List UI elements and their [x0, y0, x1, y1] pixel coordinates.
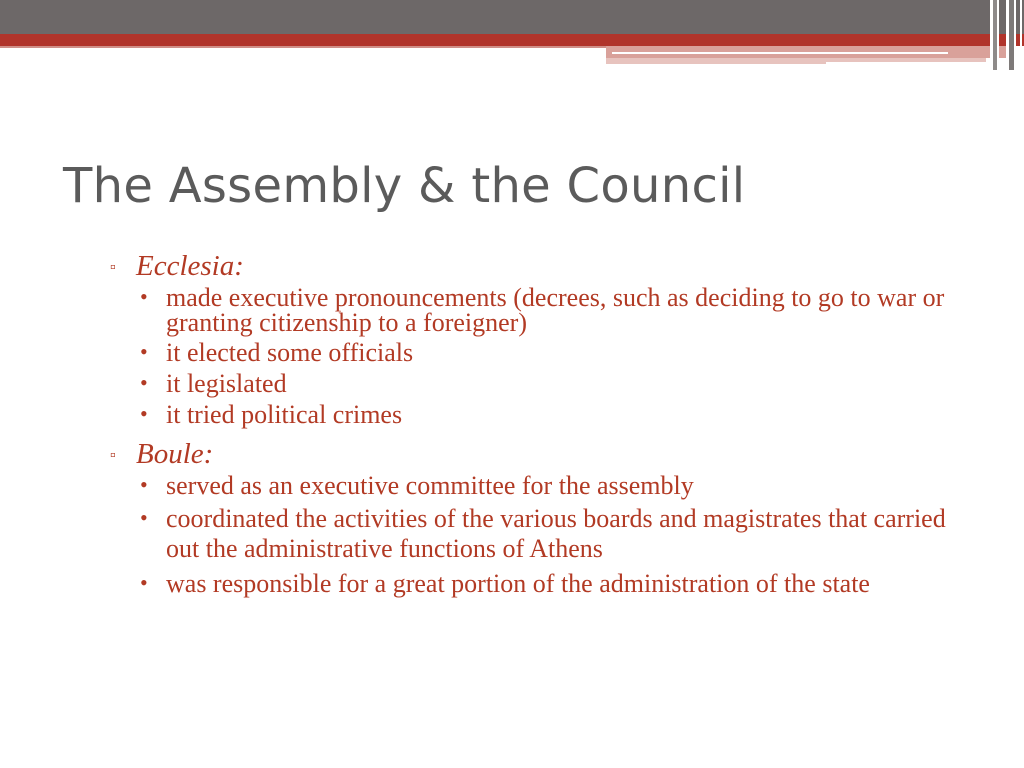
list-item-text: was responsible for a great portion of the administration of the state	[166, 569, 870, 598]
square-bullet-icon: ▫	[110, 447, 116, 464]
list-item-text: made executive pronouncements (decrees, such as deciding to go to war or granting citizenship to a foreigner)	[166, 283, 945, 337]
list-item	[140, 285, 970, 335]
header-vertical-stripe	[1014, 0, 1016, 70]
list-item-text: coordinated the activities of the various boards and magistrates that carried out the administrative functions of Athens	[166, 504, 946, 563]
section-heading-boule	[110, 438, 970, 470]
list-item	[140, 402, 970, 428]
list-item	[140, 569, 970, 599]
header-gray-band	[0, 0, 1024, 34]
dot-bullet-icon: •	[140, 370, 148, 395]
slide-body	[110, 250, 970, 609]
list-item-text: it tried political crimes	[166, 400, 403, 429]
header-vertical-stripe	[990, 0, 993, 70]
list-item-text: it legislated	[166, 369, 287, 398]
dot-bullet-icon: •	[140, 505, 148, 530]
header-white-line-lower	[826, 62, 986, 64]
list-item	[140, 371, 970, 397]
header-vertical-stripe	[1020, 0, 1022, 70]
section-heading-text: Boule:	[136, 438, 214, 470]
list-item-text: served as an executive committee for the assembly	[166, 471, 694, 500]
dot-bullet-icon: •	[140, 570, 148, 595]
header-white-line	[612, 52, 948, 54]
square-bullet-icon: ▫	[110, 259, 116, 276]
list-item	[140, 504, 970, 564]
slide-title: The Assembly & the Council	[63, 158, 746, 214]
header-red-band	[0, 34, 1024, 46]
list-item-text: it elected some officials	[166, 338, 414, 367]
section-heading-text: Ecclesia:	[136, 250, 244, 282]
header-vertical-stripe	[1006, 0, 1009, 70]
list-item	[140, 340, 970, 366]
header-red-underline	[0, 46, 610, 48]
dot-bullet-icon: •	[140, 472, 148, 497]
dot-bullet-icon: •	[140, 284, 148, 309]
dot-bullet-icon: •	[140, 401, 148, 426]
section-heading-ecclesia	[110, 250, 970, 282]
dot-bullet-icon: •	[140, 339, 148, 364]
boule-list	[140, 473, 970, 599]
list-item	[140, 473, 970, 499]
header-vertical-stripe	[997, 0, 999, 70]
ecclesia-list	[140, 285, 970, 428]
